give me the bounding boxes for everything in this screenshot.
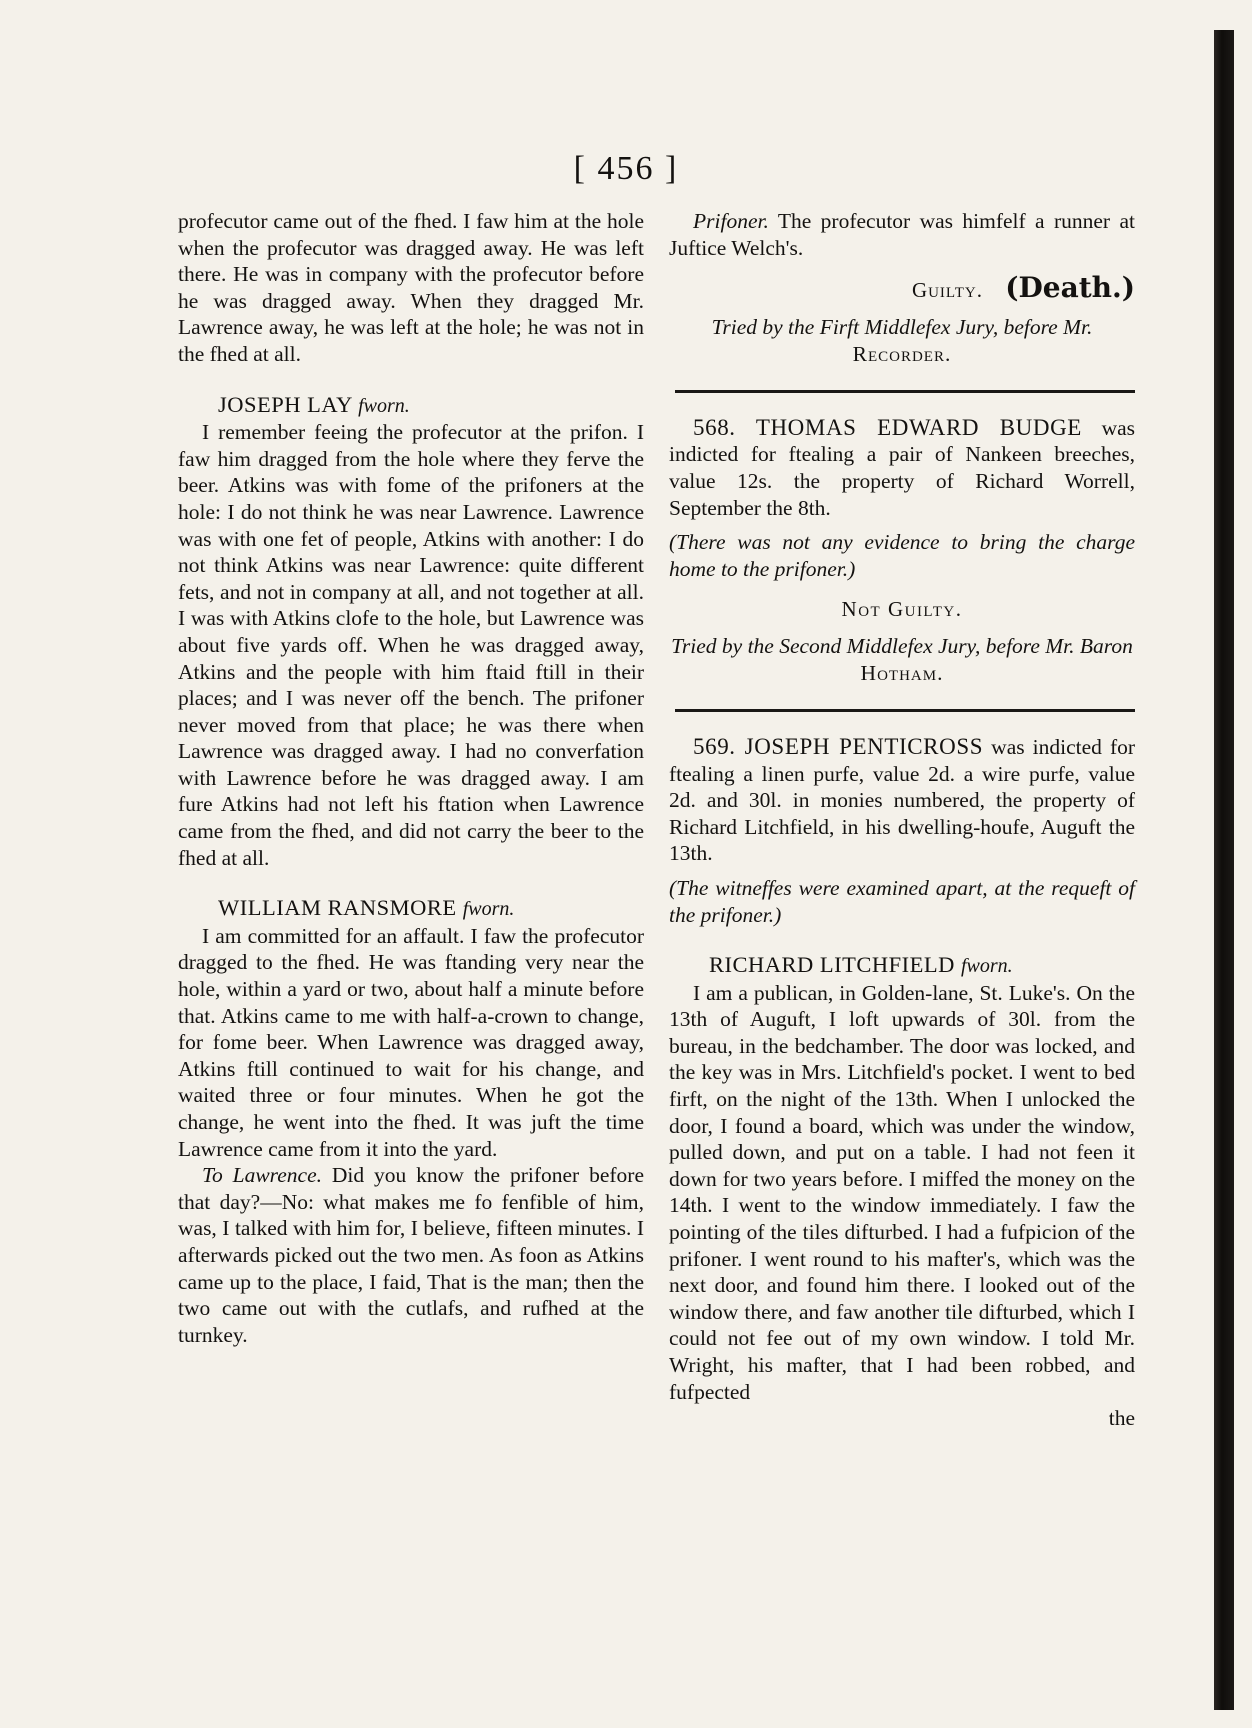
case-text: was indicted for ftealing a pair of Nankeen breeches, value 12s. the property of Richard Worrell, September the 8th. <box>669 415 1135 520</box>
testimony-paragraph: I am committed for an affault. I faw the profecutor dragged to the fhed. He was ftanding very near the hole, within a yard or two, about half a minute before that. Atkins came to me with half-a-crown to change, for fome beer. When Lawrence was dragged away, Atkins ftill continued to wait for his change, and waited three or four minutes. When he got the change, he went into the fhed. It was juft the time Lawrence came from it into the yard. <box>178 923 644 1161</box>
catchword: the <box>1108 1406 1135 1431</box>
case-title: 569. JOSEPH PENTICROSS <box>693 733 984 759</box>
tried-lead: Tried by the Second Middlefex Jury, before Mr. Baron <box>671 633 1133 658</box>
verdict: Not Guilty. <box>841 597 963 622</box>
verdict-line <box>669 271 1135 305</box>
tried-note <box>669 314 1135 368</box>
tried-note <box>669 633 1135 687</box>
prisoner-lead: Prifoner. <box>693 209 769 233</box>
page-number: [ 456 ] <box>573 150 679 187</box>
verdict: Guilty. <box>911 278 983 303</box>
case-note: (The witneffes were examined apart, at the requeft of the prifoner.) <box>669 875 1135 927</box>
testimony-paragraph: profecutor came out of the fhed. I faw him at the hole when the profecutor was dragged away. He was left there. He was in company with the profecutor before he was dragged away. When they dragged Mr. Lawrence away, he was left at the hole; he was not in the fhed at all. <box>178 209 644 366</box>
section-divider <box>675 709 1135 712</box>
judge-name: Recorder. <box>852 341 952 366</box>
punishment: (Death.) <box>1005 271 1135 305</box>
page-edge-shadow <box>1214 30 1234 1710</box>
judge-name: Hotham. <box>860 660 944 685</box>
question-text: Did you know the prifoner before that day?—No: what makes me fo fenfible of him, was, I talked with him for, I believe, fifteen minutes. I afterwards picked out the two men. As foon as Atkins came up to the place, I faid, That is the man; then the two came out with the cutlafs, and rufhed at the turnkey. <box>178 1163 645 1347</box>
testimony-paragraph: I remember feeing the profecutor at the prifon. I faw him dragged from the hole where they ferve the beer. Atkins was with fome of the prifoners at the hole: I do not think he was near Lawrence. Lawrence was with one fet of people, Atkins with another: I do not think Atkins was near Lawrence: quite different fets, and not in company at all, and not together at all. I was with Atkins clofe to the hole, but Lawrence was about five yards off. When he was dragged away, Atkins and the people with him ftaid ftill in their places; and I was never off the bench. The prifoner never moved from that place; he was there when Lawrence was dragged away. I had no converfation with Lawrence before he was dragged away. I am fure Atkins had not left his ftation when Lawrence came from the fhed, and did not carry the beer to the fhed at all. <box>178 420 644 870</box>
case-note: (There was not any evidence to bring the charge home to the prifoner.) <box>669 530 1135 581</box>
witness-heading <box>178 392 644 420</box>
section-divider <box>675 390 1135 393</box>
question-paragraph <box>178 1162 644 1348</box>
witness-name: JOSEPH LAY <box>218 391 352 417</box>
right-column <box>669 208 1135 1432</box>
case-title: 568. THOMAS EDWARD BUDGE <box>693 414 1082 440</box>
sworn-label: fworn. <box>358 394 410 417</box>
witness-heading <box>669 952 1135 980</box>
case-opening <box>669 734 1135 867</box>
sworn-label: fworn. <box>961 955 1013 978</box>
tried-lead: Tried by the Firft Middlefex Jury, before Mr. <box>711 314 1093 339</box>
prisoner-text: The profecutor was himfelf a runner at Juftice Welch's. <box>669 209 1135 260</box>
witness-name: RICHARD LITCHFIELD <box>709 952 955 978</box>
sworn-label: fworn. <box>462 898 515 921</box>
witness-name: WILLIAM RANSMORE <box>218 895 457 921</box>
case-text: was indicted for ftealing a linen purfe, value 2d. a wire purfe, value 2d. and 30l. in monies numbered, the property of Richard Litchfield, in his dwelling-houfe, Auguft the 13th. <box>669 734 1136 866</box>
prisoner-statement <box>669 208 1135 261</box>
witness-heading <box>178 895 644 923</box>
left-column <box>178 208 644 1348</box>
testimony-paragraph: I am a publican, in Golden-lane, St. Luke's. On the 13th of Auguft, I loft upwards of 30l. from the bureau, in the bedchamber. The door was locked, and the key was in Mrs. Litchfield's pocket. I went to bed firft, on the night of the 13th. When I unlocked the door, I found a board, which was under the window, pulled down, and put on a table. I had not feen it down for two years before. I miffed the money on the 14th. I went to the window immediately. I faw the pointing of the tiles difturbed. I had a fufpicion of the prifoner. I went round to his mafter's, which was the next door, and found him there. I looked out of the window there, and faw another tile difturbed, which I could not fee out of my own window. I told Mr. Wright, his mafter, that I had been robbed, and fufpected <box>669 980 1135 1404</box>
case-opening <box>669 415 1135 521</box>
question-lead: To Lawrence. <box>202 1163 322 1188</box>
